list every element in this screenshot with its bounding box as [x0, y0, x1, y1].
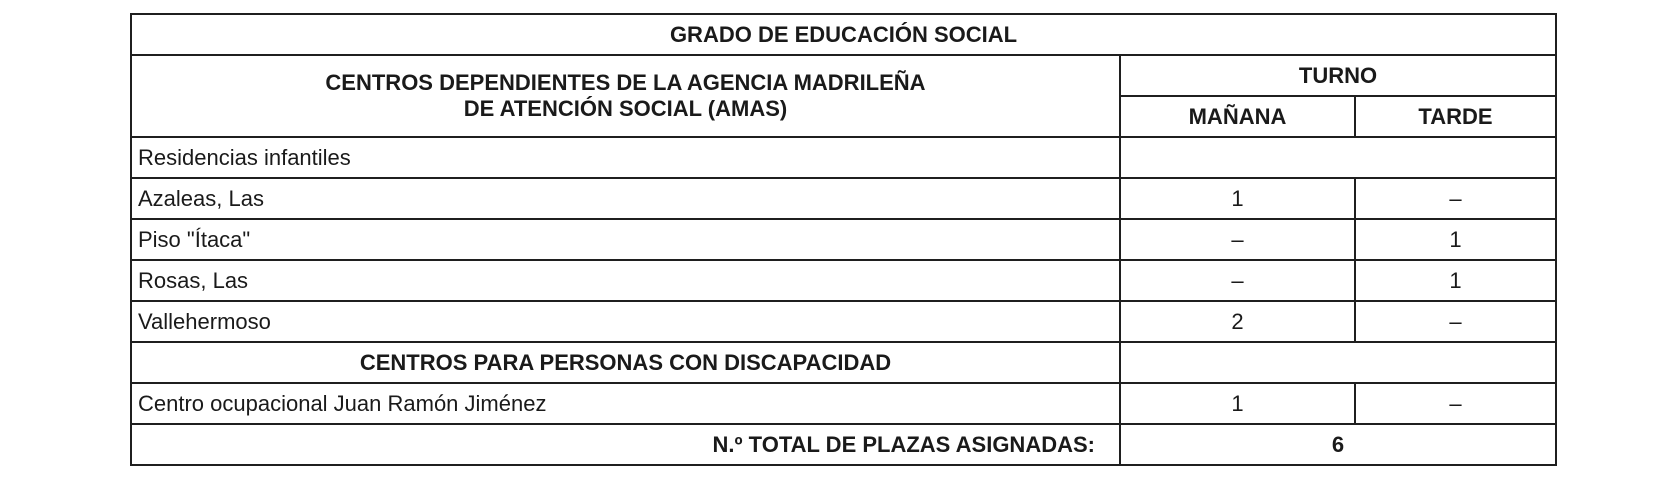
centro-name: Rosas, Las — [131, 260, 1120, 301]
total-row — [131, 424, 1556, 465]
centros-header-line1: CENTROS DEPENDIENTES DE LA AGENCIA MADRILEÑA — [325, 70, 926, 95]
tarde-value: – — [1355, 178, 1556, 219]
table-row — [131, 178, 1556, 219]
tarde-value: – — [1355, 383, 1556, 424]
title-row — [131, 14, 1556, 55]
plazas-table-container — [130, 13, 1555, 466]
table-row — [131, 301, 1556, 342]
centros-header-line2: DE ATENCIÓN SOCIAL (AMAS) — [463, 96, 788, 121]
tarde-value: 1 — [1355, 219, 1556, 260]
table-row — [131, 219, 1556, 260]
centro-name: Azaleas, Las — [131, 178, 1120, 219]
centro-name: Vallehermoso — [131, 301, 1120, 342]
total-value: 6 — [1120, 424, 1556, 465]
centro-name: Piso "Ítaca" — [131, 219, 1120, 260]
table-title: GRADO DE EDUCACIÓN SOCIAL — [131, 14, 1556, 55]
tarde-header: TARDE — [1355, 96, 1556, 137]
section-label-discapacidad: CENTROS PARA PERSONAS CON DISCAPACIDAD — [131, 342, 1120, 383]
tarde-value: 1 — [1355, 260, 1556, 301]
turno-header: TURNO — [1120, 55, 1556, 96]
manana-value: – — [1120, 260, 1355, 301]
plazas-table — [130, 13, 1557, 466]
section-row-discapacidad — [131, 342, 1556, 383]
total-label: N.º TOTAL DE PLAZAS ASIGNADAS: — [131, 424, 1120, 465]
section-row-residencias — [131, 137, 1556, 178]
manana-value: 1 — [1120, 383, 1355, 424]
centros-header — [131, 55, 1120, 137]
table-row — [131, 260, 1556, 301]
section-empty-cell — [1120, 137, 1556, 178]
tarde-value: – — [1355, 301, 1556, 342]
table-row — [131, 383, 1556, 424]
manana-value: – — [1120, 219, 1355, 260]
header-row-1 — [131, 55, 1556, 96]
manana-value: 2 — [1120, 301, 1355, 342]
section-label-residencias: Residencias infantiles — [131, 137, 1120, 178]
manana-value: 1 — [1120, 178, 1355, 219]
centro-name: Centro ocupacional Juan Ramón Jiménez — [131, 383, 1120, 424]
manana-header: MAÑANA — [1120, 96, 1355, 137]
section-empty-cell — [1120, 342, 1556, 383]
